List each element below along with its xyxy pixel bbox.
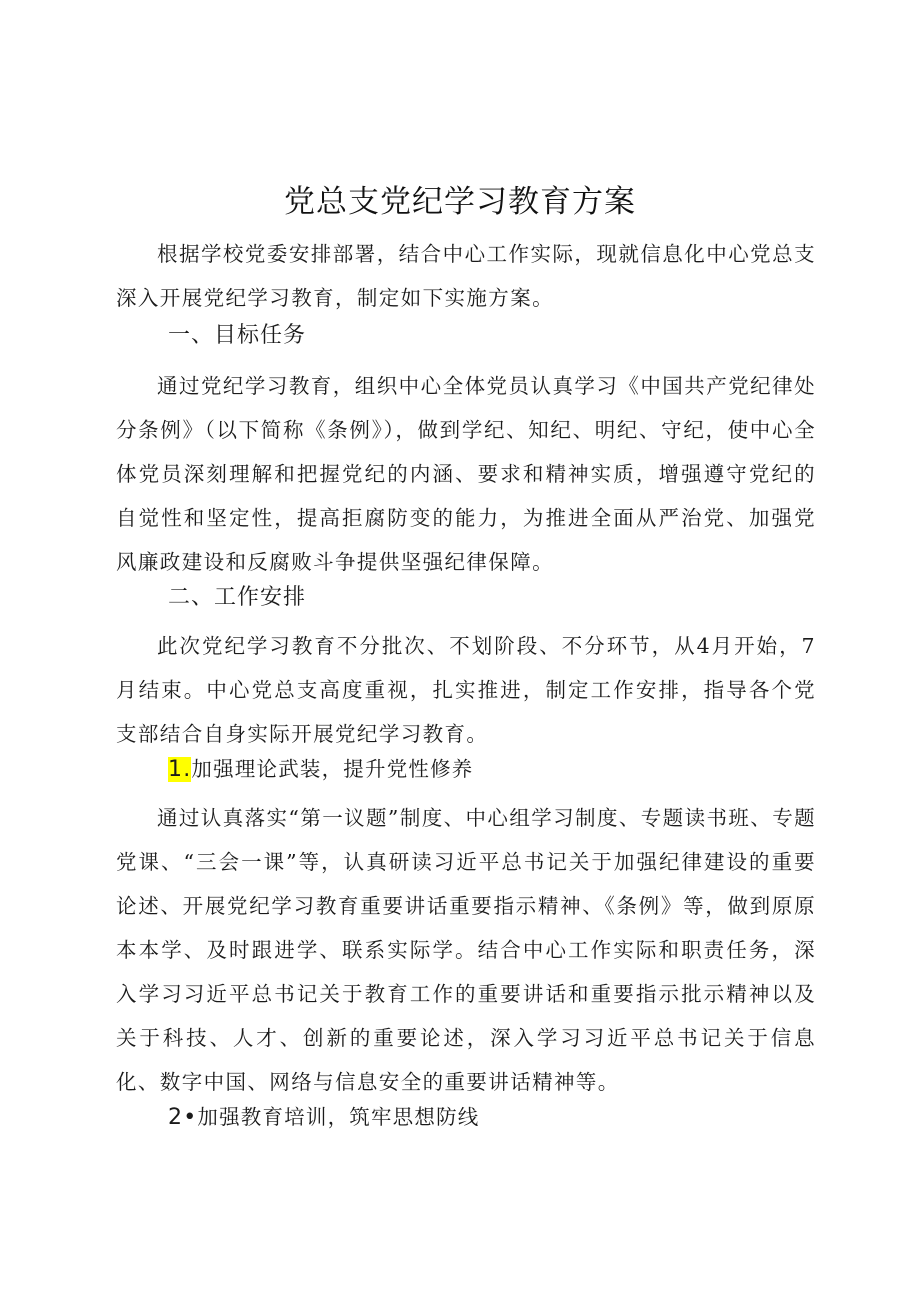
section-1-heading: 一、目标任务	[168, 323, 307, 348]
section-2-heading: 二、工作安排	[168, 585, 307, 610]
item-1-heading	[168, 752, 474, 782]
item-1-title: 加强理论武装，提升党性修养	[191, 757, 474, 781]
item-2-number: 2•	[168, 1105, 198, 1130]
item-1-number: 1.	[168, 757, 192, 782]
document-title: 党总支党纪学习教育方案	[284, 184, 636, 220]
item-1-body: 通过认真落实“第一议题”制度、中心组学习制度、专题读书班、专题党课、“三会一课”等，认真研读习近平总书记关于加强纪律建设的重要论述、开展党纪学习教育重要讲话重要指示精神、《条例》等，做到原原本本学、及时跟进学、联系实际学。结合中心工作实际和职责任务，深入学习习近平总书记关于教育工作的重要讲话和重要指示批示精神以及关于科技、人才、创新的重要论述，深入学习习近平总书记关于信息化、数字中国、网络与信息安全的重要讲话精神等。	[116, 806, 816, 1094]
item-2-heading	[168, 1100, 479, 1130]
item-2-title: 加强教育培训，筑牢思想防线	[197, 1105, 480, 1129]
section-2-body: 此次党纪学习教育不分批次、不划阶段、不分环节，从4月开始，7月结束。中心党总支高度重视，扎实推进，制定工作安排，指导各个党支部结合自身实际开展党纪学习教育。	[116, 634, 816, 746]
intro-paragraph: 根据学校党委安排部署，结合中心工作实际，现就信息化中心党总支深入开展党纪学习教育，制定如下实施方案。	[116, 242, 816, 310]
section-1-body: 通过党纪学习教育，组织中心全体党员认真学习《中国共产党纪律处分条例》（以下简称《条例》），做到学纪、知纪、明纪、守纪，使中心全体党员深刻理解和把握党纪的内涵、要求和精神实质，增强遵守党纪的自觉性和坚定性，提高拒腐防变的能力，为推进全面从严治党、加强党风廉政建设和反腐败斗争提供坚强纪律保障。	[116, 374, 816, 574]
